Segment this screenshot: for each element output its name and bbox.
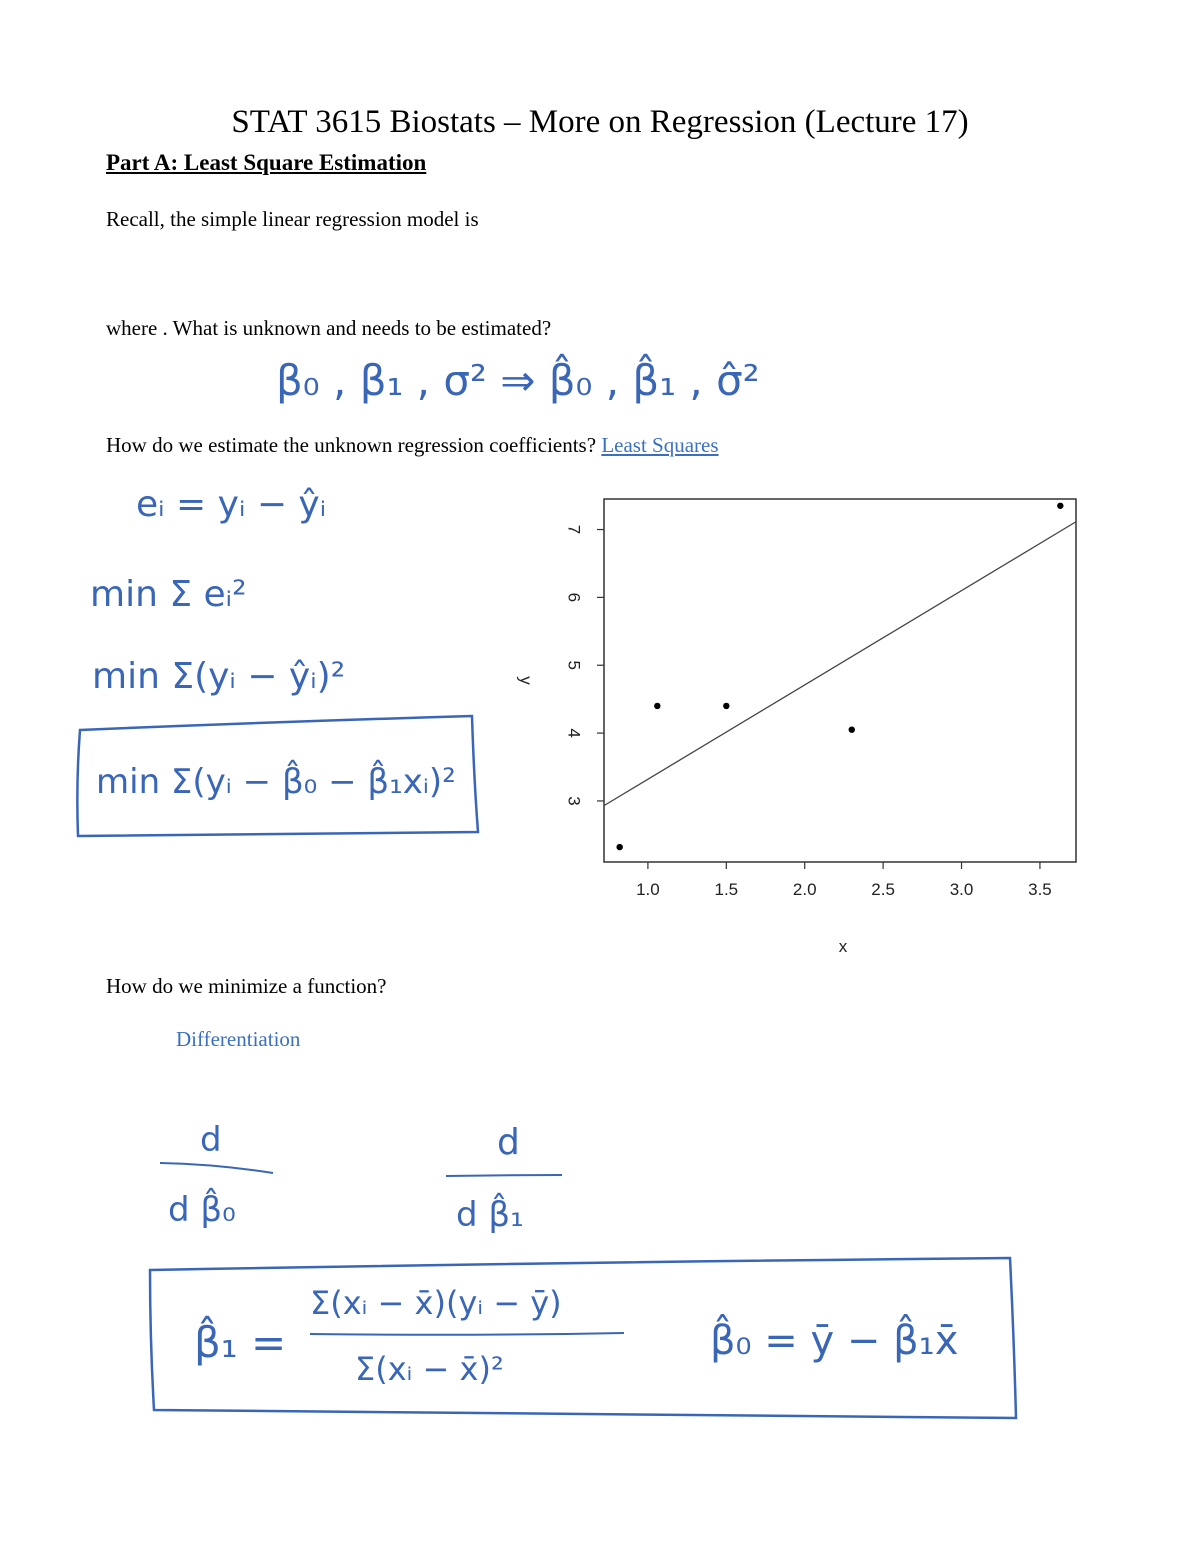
x-tick-label: 2.0 (792, 880, 817, 899)
derivative-numerator-ink: d (200, 1120, 222, 1160)
beta1-fraction-bar (310, 1333, 624, 1335)
section-heading: Part A: Least Square Estimation (106, 150, 427, 175)
x-tick-label: 3.0 (949, 880, 974, 899)
beta0-formula-ink: β̂₀ = ȳ − β̂₁x̄ (710, 1318, 959, 1364)
data-point (1057, 503, 1063, 509)
recall-text: Recall, the simple linear regression model is (106, 207, 479, 231)
data-point (654, 703, 660, 709)
y-axis-label: y (516, 676, 536, 685)
derivative-beta1-ink: d β̂₁ (456, 1195, 524, 1235)
y-tick-label: 3 (564, 796, 584, 806)
document-title: STAT 3615 Biostats – More on Regression (Lecture 17) (231, 104, 969, 140)
beta1-numerator-ink: Σ(xᵢ − x̄)(yᵢ − ȳ) (310, 1284, 562, 1322)
data-point (723, 703, 729, 709)
x-tick-label: 3.5 (1028, 880, 1052, 899)
estimator-box (150, 1258, 1016, 1418)
regression-scatter-plot (500, 490, 1090, 960)
least-squares-objective-ink: min Σ(yᵢ − β̂₀ − β̂₁xᵢ)² (96, 762, 456, 802)
unknown-parameters-ink: β₀ , β₁ , σ² ⇒ β̂₀ , β̂₁ , σ̂² (276, 356, 760, 405)
x-tick-label: 1.0 (636, 880, 660, 899)
differentiation-answer: Differentiation (176, 1027, 301, 1051)
derivative-bar-1 (160, 1163, 273, 1173)
plot-frame (604, 499, 1076, 862)
x-tick-label: 1.5 (714, 880, 739, 899)
min-sum-residual-ink: min Σ eᵢ² (90, 574, 247, 615)
regression-line (604, 522, 1076, 806)
y-tick-label: 6 (564, 592, 584, 603)
data-point (849, 726, 855, 732)
objective-box (77, 716, 478, 836)
y-tick-label: 5 (564, 660, 584, 670)
beta1-denominator-ink: Σ(xᵢ − x̄)² (355, 1350, 504, 1388)
derivative-bar-2 (446, 1175, 562, 1176)
beta1-lhs-ink: β̂₁ = (194, 1318, 287, 1367)
data-point (616, 844, 622, 850)
x-tick-label: 2.5 (871, 880, 895, 899)
y-tick-label: 7 (564, 524, 584, 535)
estimate-question: How do we estimate the unknown regression coefficients? (106, 433, 597, 457)
derivative-numerator-2-ink: d (497, 1122, 520, 1163)
x-axis-label: x (838, 937, 848, 956)
where-question: where . What is unknown and needs to be estimated? (106, 316, 552, 340)
residual-ink: eᵢ = yᵢ − ŷᵢ (136, 484, 327, 525)
min-sum-squared-ink: min Σ(yᵢ − ŷᵢ)² (92, 656, 346, 697)
derivative-beta0-ink: d β̂₀ (168, 1190, 236, 1230)
minimize-question: How do we minimize a function? (106, 974, 387, 998)
y-tick-label: 4 (564, 728, 584, 738)
least-squares-link[interactable]: Least Squares (601, 433, 719, 457)
